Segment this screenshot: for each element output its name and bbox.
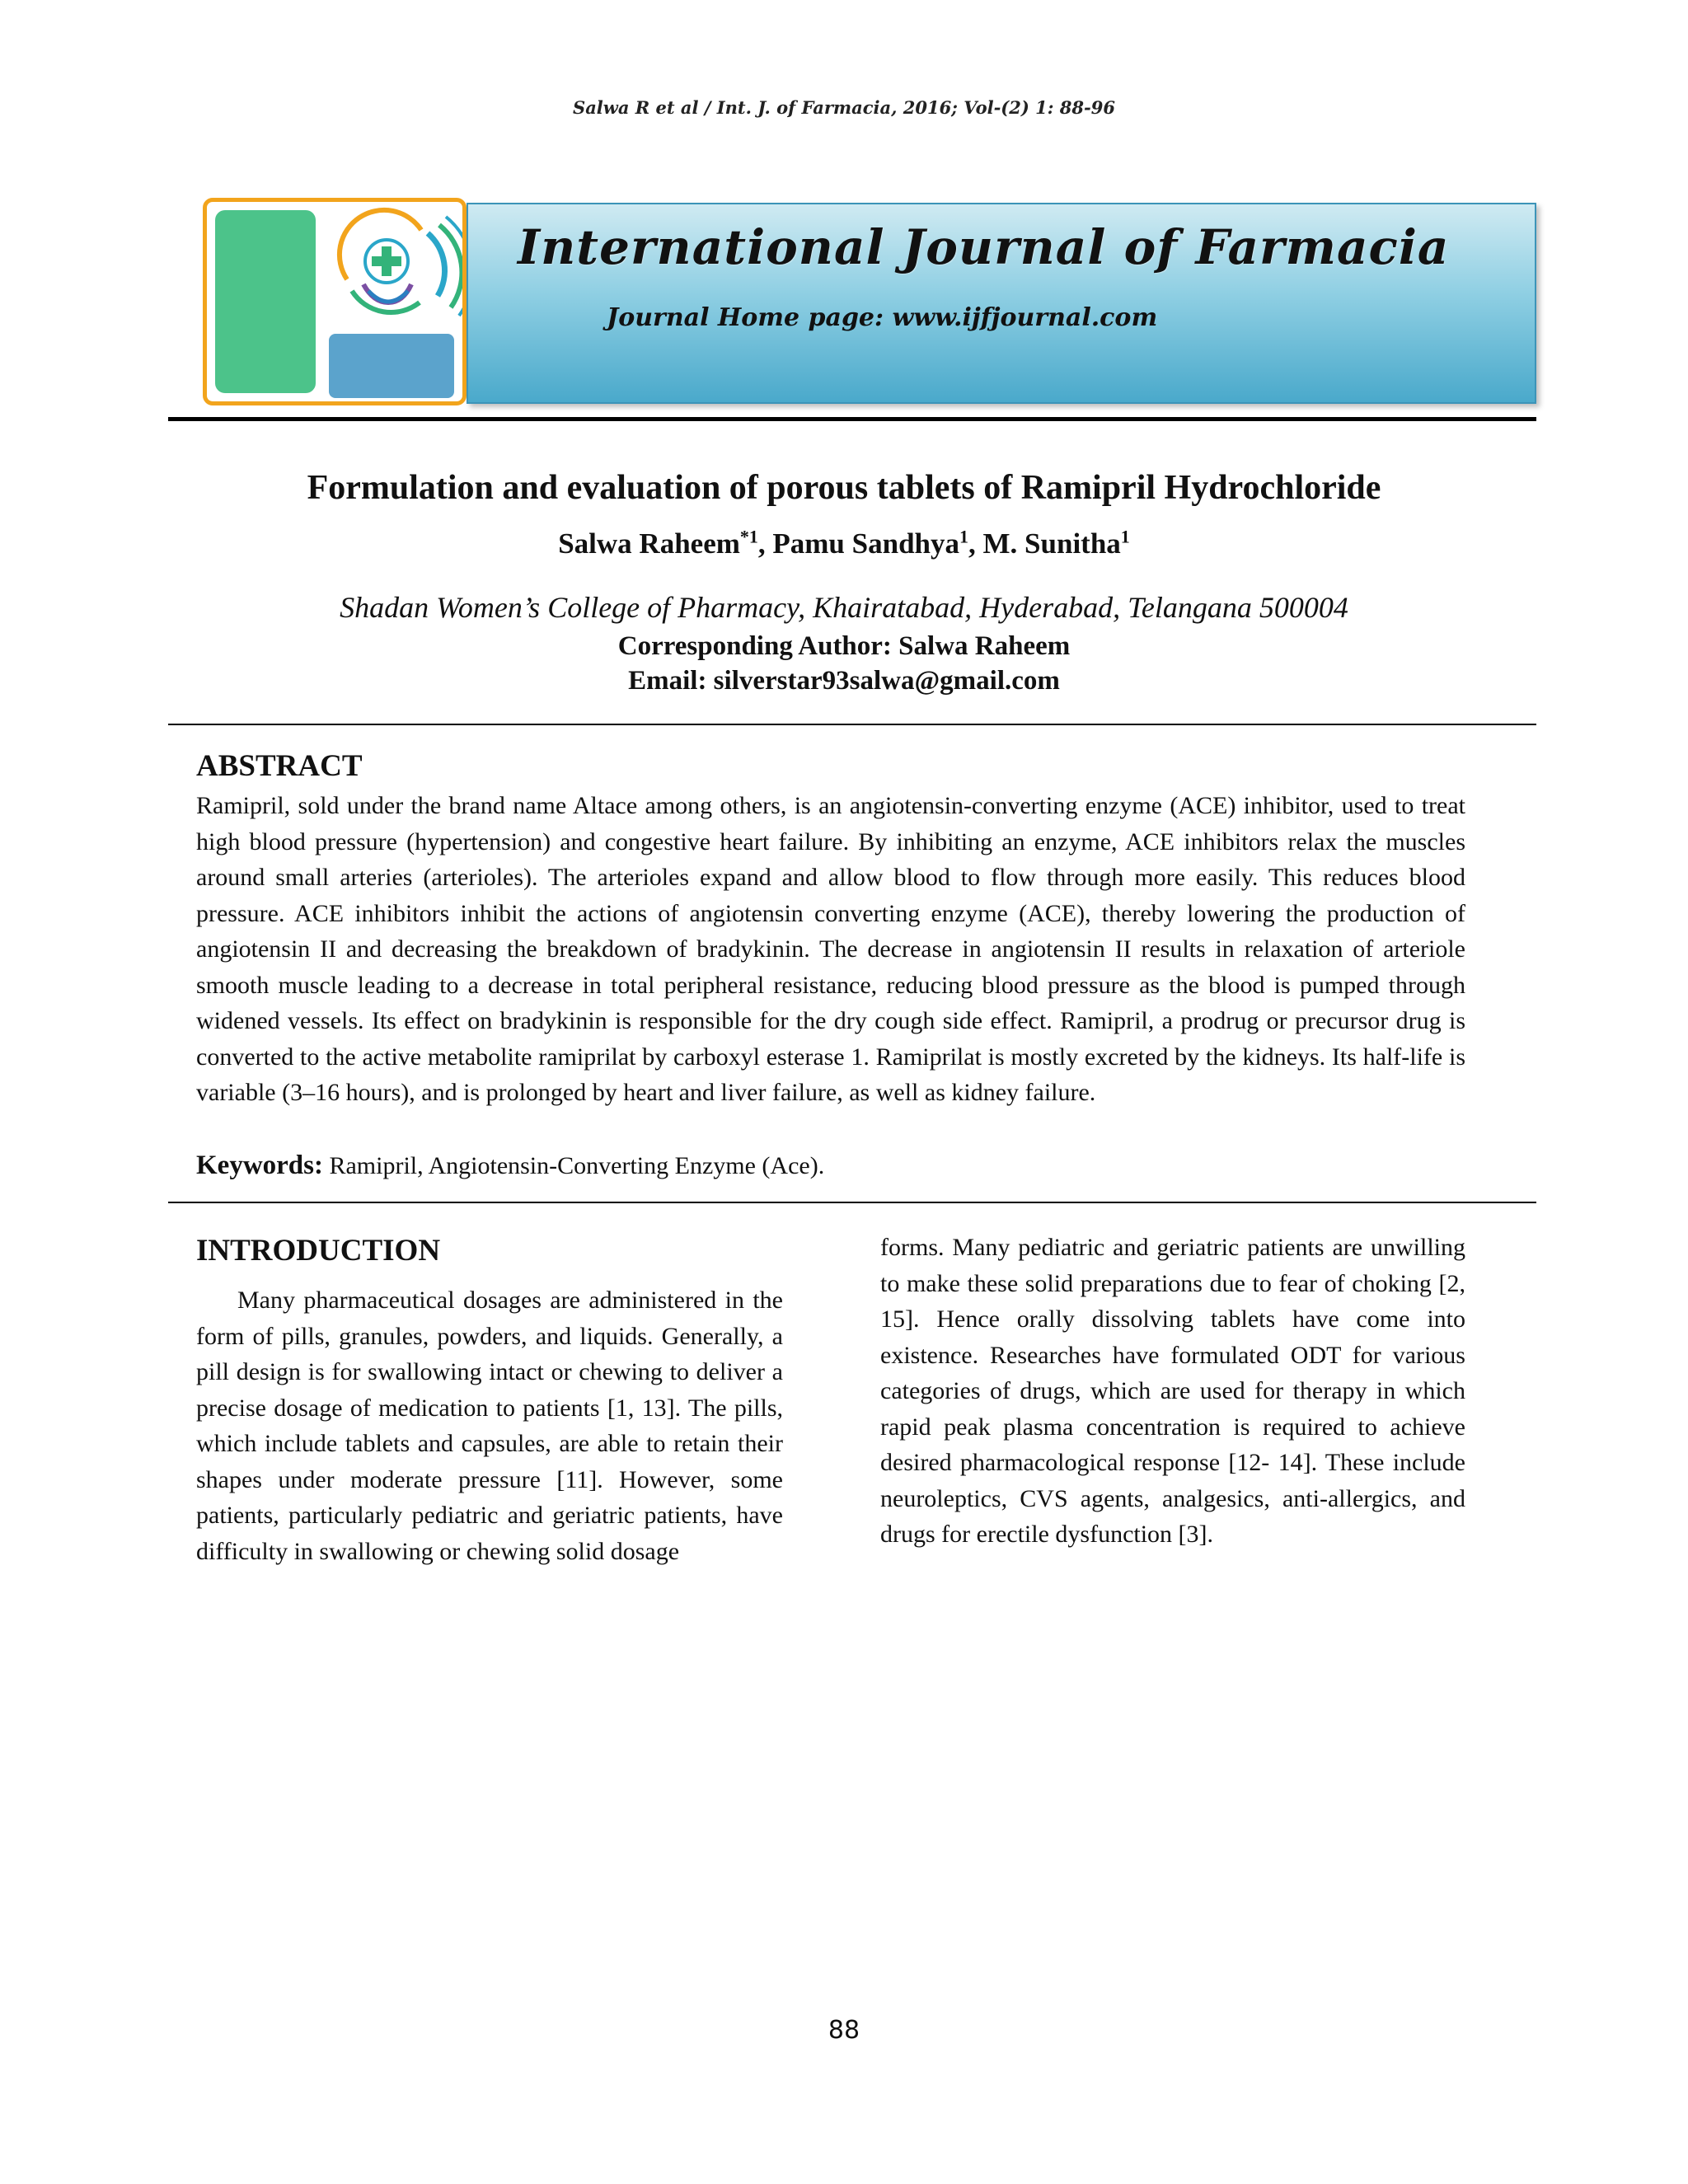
author-affiliation-mark: 1 <box>1120 526 1130 547</box>
author-list <box>0 527 1688 560</box>
author-email[interactable]: Email: silverstar93salwa@gmail.com <box>628 666 1060 696</box>
author-name: Salwa Raheem <box>558 527 740 560</box>
abstract-body: Ramipril, sold under the brand name Altace among others, is an angiotensin-converting enzyme (ACE) inhibitor, used to treat high blood pressure (hypertension) and congestive heart failure. By inhibiting an enzyme, ACE inhibitors relax the muscles around small arteries (arterioles). The arterioles expand and allow blood to flow through more easily. This reduces blood pressure. ACE inhibitors inhibit the actions of angiotensin converting enzyme (ACE), thereby lowering the production of angiotensin II and decreasing the breakdown of bradykinin. The decrease in angiotensin II results in relaxation of arteriole smooth muscle leading to a decrease in total peripheral resistance, reducing blood pressure as the blood is pumped through widened vessels. Its effect on bradykinin is responsible for the dry cough side effect. Ramipril, a prodrug or precursor drug is converted to the active metabolite ramiprilat by carboxyl esterase 1. Ramiprilat is mostly excreted by the kidneys. Its half-life is variable (3–16 hours), and is prolonged by heart and liver failure, as well as kidney failure. <box>196 792 1465 1106</box>
author-separator: , <box>968 527 983 560</box>
introduction-right-column: forms. Many pediatric and geriatric patients are unwilling to make these solid preparations due to fear of choking [2, 15]. Hence orally dissolving tablets have come into existence. Researches have formulated ODT for various categories of drugs, which are used for therapy in which rapid peak plasma concentration is required to achieve desired pharmacological response [12- 14]. These include neuroleptics, CVS agents, analgesics, anti-allergics, and drugs for erectile dysfunction [3]. <box>880 1234 1465 1548</box>
logo-blue-panel <box>329 334 454 398</box>
logo-green-panel <box>215 210 316 393</box>
introduction-heading: INTRODUCTION <box>196 1234 441 1268</box>
abstract-top-divider <box>168 724 1536 725</box>
author-affiliation: Shadan Women’s College of Pharmacy, Khairatabad, Hyderabad, Telangana 500004 <box>340 591 1348 624</box>
journal-logo <box>203 198 467 405</box>
journal-logo-emblem-icon <box>322 205 462 330</box>
author-affiliation-mark: 1 <box>959 526 969 547</box>
introduction-left-column: Many pharmaceutical dosages are administered in the form of pills, granules, powders, and liquids. Generally, a pill design is for swallowing intact or chewing to deliver a precise dosage of medication to patients [1, 13]. The pills, which include tablets and capsules, are able to retain their shapes under moderate pressure [11]. However, some patients, particularly pediatric and geriatric patients, have difficulty in swallowing or chewing solid dosage <box>196 1286 783 1565</box>
keywords-line <box>196 1151 824 1181</box>
corresponding-author: Corresponding Author: Salwa Raheem <box>617 631 1071 661</box>
abstract-bottom-divider <box>168 1202 1536 1203</box>
author-name: Pamu Sandhya <box>772 527 960 560</box>
keywords-label: Keywords: <box>196 1151 323 1180</box>
keywords-list: Ramipril, Angiotensin-Converting Enzyme (Ace). <box>322 1152 825 1179</box>
article-title: Formulation and evaluation of porous tablets of Ramipril Hydrochloride <box>307 469 1381 507</box>
journal-homepage: Journal Home page: www.ijfjournal.com <box>607 303 1158 332</box>
abstract-heading: ABSTRACT <box>196 749 363 783</box>
journal-banner <box>467 203 1536 404</box>
running-head: Salwa R et al / Int. J. of Farmacia, 2016; Vol-(2) 1: 88-96 <box>573 97 1115 118</box>
author-name: M. Sunitha <box>982 527 1121 560</box>
author-separator: , <box>757 527 773 560</box>
page-number: 88 <box>828 2016 860 2045</box>
author-affiliation-mark: *1 <box>739 526 758 547</box>
header-divider <box>168 417 1536 421</box>
journal-name: International Journal of Farmacia <box>518 219 1450 275</box>
